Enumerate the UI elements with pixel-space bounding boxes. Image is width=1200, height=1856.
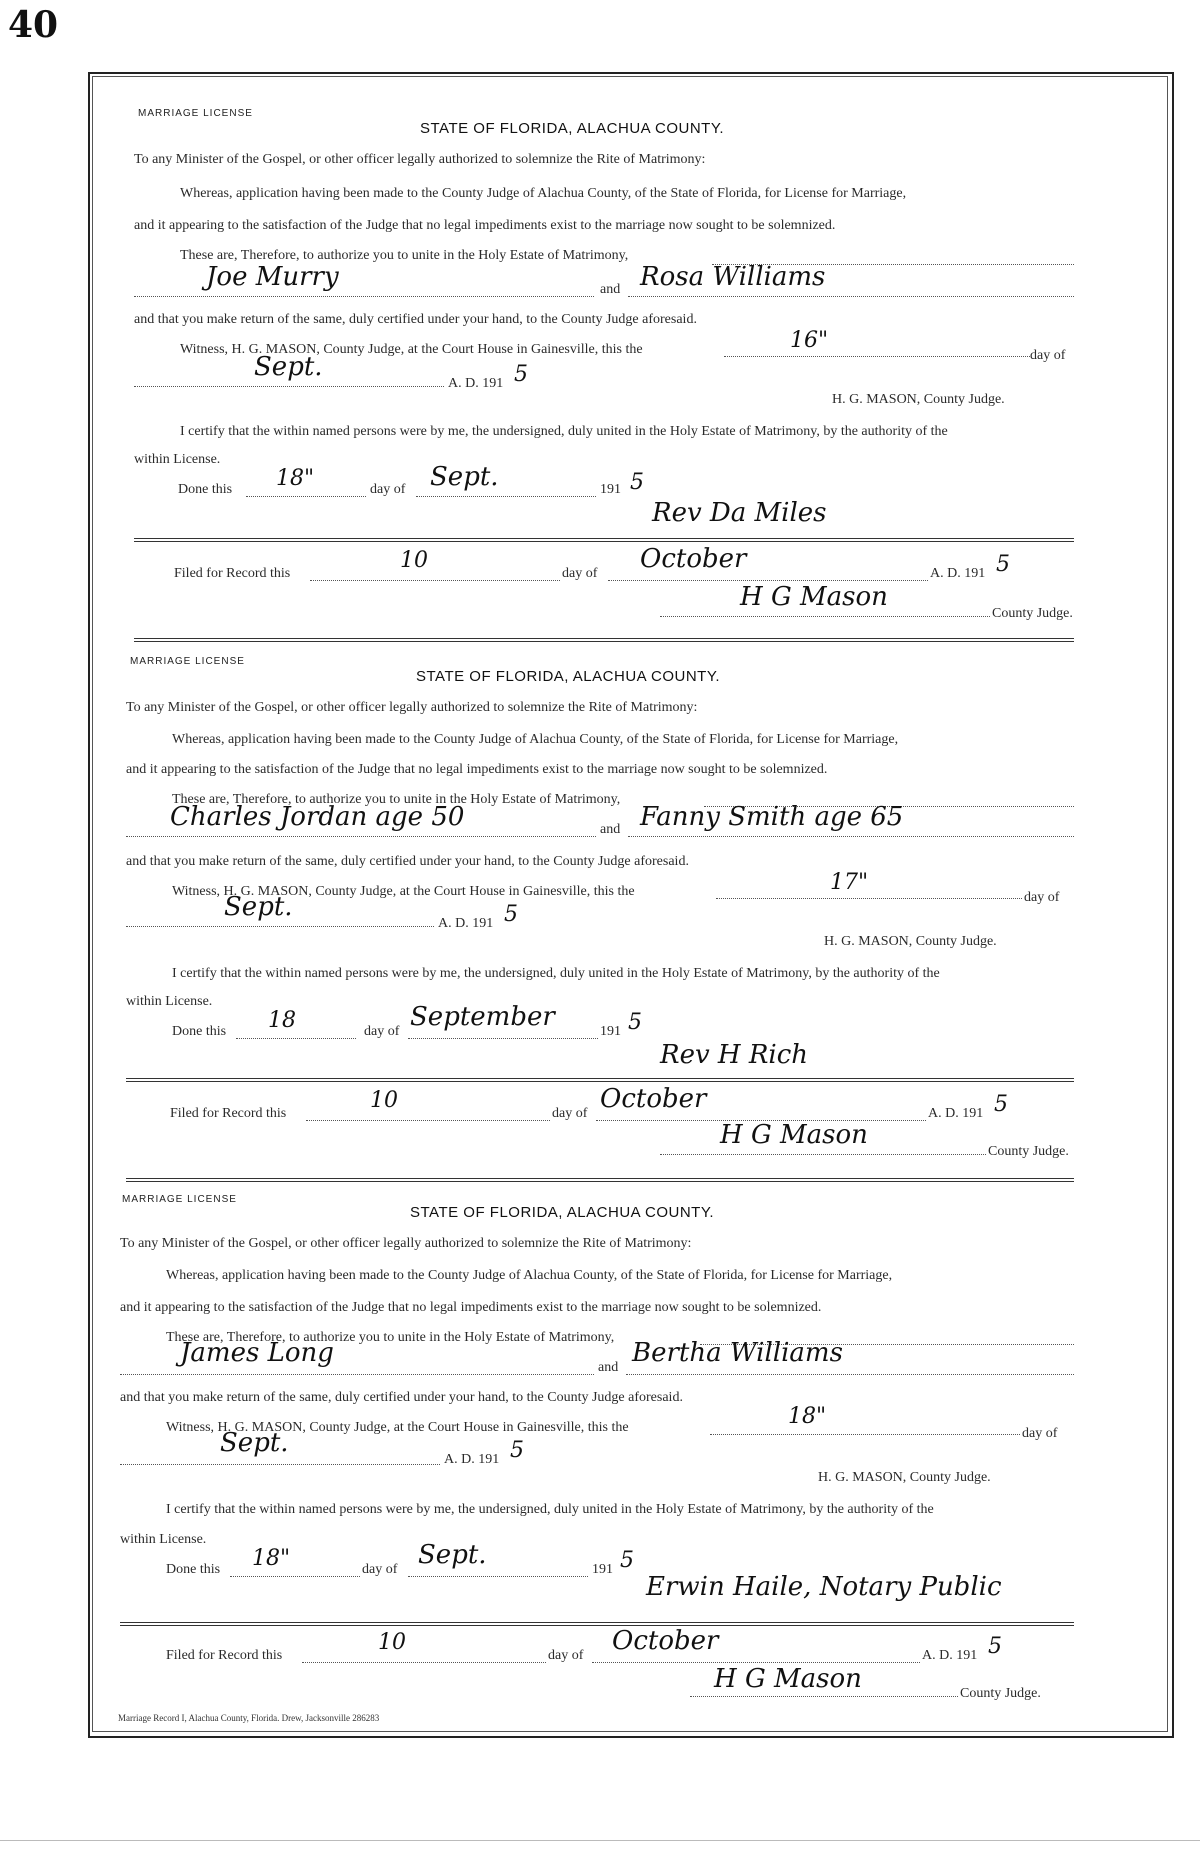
year-label: 191 (600, 1024, 621, 1039)
state-heading: STATE OF FLORIDA, ALACHUA COUNTY. (416, 668, 721, 685)
witness-day: 18" (788, 1404, 827, 1429)
these-are-line: These are, Therefore, to authorize you to unite in the Holy Estate of Matrimony, (166, 1330, 615, 1345)
dotted-line (126, 926, 434, 927)
witness-year: 5 (510, 1438, 524, 1463)
dotted-line (306, 1120, 550, 1121)
dotted-line (230, 1576, 360, 1577)
these-are-line: These are, Therefore, to authorize you to unite in the Holy Estate of Matrimony, (172, 792, 621, 807)
divider-line (120, 1622, 1074, 1626)
whereas-line: Whereas, application having been made to the County Judge of Alachua County, of the State of Florida, for License for Marriage, (180, 186, 907, 201)
filed-month: October (640, 544, 747, 574)
and-word: and (600, 822, 621, 837)
done-this-label: Done this (166, 1562, 221, 1577)
within-license: within License. (134, 452, 221, 467)
done-day: 18" (252, 1546, 291, 1571)
dotted-line (716, 898, 1022, 899)
witness-month: Sept. (224, 892, 293, 922)
dotted-line (724, 356, 1030, 357)
state-heading: STATE OF FLORIDA, ALACHUA COUNTY. (420, 120, 725, 137)
dotted-line (628, 296, 1074, 297)
ad-year-label: A. D. 191 (444, 1452, 500, 1467)
addressee-line: To any Minister of the Gospel, or other officer legally authorized to solemnize the Rite of Matrimony: (126, 700, 698, 715)
judge-line: H. G. MASON, County Judge. (818, 1470, 991, 1485)
done-day: 18" (276, 466, 315, 491)
dotted-line (690, 1696, 958, 1697)
dotted-line (126, 836, 596, 837)
county-judge-label: County Judge. (960, 1686, 1041, 1701)
dotted-line (236, 1038, 356, 1039)
whereas-line: Whereas, application having been made to the County Judge of Alachua County, of the State of Florida, for License for Marriage, (172, 732, 899, 747)
dotted-line (660, 1154, 986, 1155)
bride-name: Rosa Williams (640, 262, 826, 292)
dotted-line (416, 496, 596, 497)
filed-day-of: day of (548, 1648, 584, 1663)
day-of-label: day of (362, 1562, 398, 1577)
addressee-line: To any Minister of the Gospel, or other officer legally authorized to solemnize the Rite of Matrimony: (134, 152, 706, 167)
return-line: and that you make return of the same, duly certified under your hand, to the County Judge aforesaid. (120, 1390, 683, 1405)
day-of-label: day of (370, 482, 406, 497)
certify-line: I certify that the within named persons were by me, the undersigned, duly united in the Holy Estate of Matrimony, by the authority of the (172, 966, 940, 981)
witness-month: Sept. (220, 1428, 289, 1458)
dotted-line (710, 1434, 1020, 1435)
done-month: Sept. (430, 462, 499, 492)
and-word: and (600, 282, 621, 297)
officiant-signature: Rev H Rich (660, 1040, 809, 1070)
dotted-line (302, 1662, 546, 1663)
officiant-signature: Erwin Haile, Notary Public (646, 1572, 1002, 1602)
day-of-word: day of (1022, 1426, 1058, 1441)
witness-line: Witness, H. G. MASON, County Judge, at the Court House in Gainesville, this the (172, 884, 635, 899)
filed-day-of: day of (562, 566, 598, 581)
divider-line (126, 1078, 1074, 1082)
dotted-line (120, 1464, 440, 1465)
section-divider (134, 638, 1074, 642)
footer-printer-note: Marriage Record I, Alachua County, Florida. Drew, Jacksonville 286283 (118, 1713, 380, 1723)
dotted-line (628, 836, 1074, 837)
state-heading: STATE OF FLORIDA, ALACHUA COUNTY. (410, 1204, 715, 1221)
page-number: 40 (8, 4, 59, 46)
dotted-line (608, 580, 928, 581)
filed-day-of: day of (552, 1106, 588, 1121)
year-label: 191 (592, 1562, 613, 1577)
filed-ad-label: A. D. 191 (922, 1648, 978, 1663)
filed-ad-label: A. D. 191 (930, 566, 986, 581)
groom-name: Charles Jordan age 50 (170, 802, 465, 832)
judge-signature: H G Mason (740, 582, 888, 612)
filed-label: Filed for Record this (174, 566, 291, 581)
judge-line: H. G. MASON, County Judge. (832, 392, 1005, 407)
witness-line: Witness, H. G. MASON, County Judge, at the Court House in Gainesville, this the (166, 1420, 629, 1435)
witness-year: 5 (504, 902, 518, 927)
done-month: September (410, 1002, 555, 1032)
license-label: MARRIAGE LICENSE (138, 108, 253, 119)
judge-line: H. G. MASON, County Judge. (824, 934, 997, 949)
groom-name: James Long (180, 1338, 334, 1368)
groom-name: Joe Murry (206, 262, 339, 292)
filed-label: Filed for Record this (166, 1648, 283, 1663)
appearing-line: and it appearing to the satisfaction of the Judge that no legal impediments exist to the marriage now sought to be solemnized. (120, 1300, 822, 1315)
within-license: within License. (126, 994, 213, 1009)
marriage-license-1 (0, 100, 1200, 640)
day-of-word: day of (1030, 348, 1066, 363)
dotted-line (134, 296, 594, 297)
divider-line (134, 538, 1074, 542)
page-edge-line (0, 1840, 1200, 1841)
done-year: 5 (628, 1010, 642, 1035)
dotted-line (246, 496, 366, 497)
license-label: MARRIAGE LICENSE (130, 656, 245, 667)
marriage-license-2 (0, 650, 1200, 1190)
whereas-line: Whereas, application having been made to the County Judge of Alachua County, of the State of Florida, for License for Marriage, (166, 1268, 893, 1283)
done-this-label: Done this (172, 1024, 227, 1039)
filed-year: 5 (996, 552, 1010, 577)
witness-year: 5 (514, 362, 528, 387)
return-line: and that you make return of the same, duly certified under your hand, to the County Judge aforesaid. (126, 854, 689, 869)
dotted-line (120, 1374, 594, 1375)
judge-signature: H G Mason (720, 1120, 868, 1150)
these-are-line: These are, Therefore, to authorize you to unite in the Holy Estate of Matrimony, (180, 248, 629, 263)
done-month: Sept. (418, 1540, 487, 1570)
dotted-line (310, 580, 560, 581)
officiant-signature: Rev Da Miles (652, 498, 827, 528)
done-year: 5 (620, 1548, 634, 1573)
witness-day: 17" (830, 870, 869, 895)
bride-name: Bertha Williams (632, 1338, 843, 1368)
addressee-line: To any Minister of the Gospel, or other officer legally authorized to solemnize the Rite of Matrimony: (120, 1236, 692, 1251)
marriage-license-3 (0, 1188, 1200, 1728)
license-label: MARRIAGE LICENSE (122, 1194, 237, 1205)
filed-year: 5 (988, 1634, 1002, 1659)
done-day: 18 (268, 1008, 296, 1033)
appearing-line: and it appearing to the satisfaction of the Judge that no legal impediments exist to the marriage now sought to be solemnized. (134, 218, 836, 233)
filed-day: 10 (400, 548, 428, 573)
day-of-label: day of (364, 1024, 400, 1039)
filed-month: October (600, 1084, 707, 1114)
judge-signature: H G Mason (714, 1664, 862, 1694)
dotted-line (134, 386, 444, 387)
certify-line: I certify that the within named persons were by me, the undersigned, duly united in the Holy Estate of Matrimony, by the authority of the (180, 424, 948, 439)
filed-day: 10 (370, 1088, 398, 1113)
and-word: and (598, 1360, 619, 1375)
appearing-line: and it appearing to the satisfaction of the Judge that no legal impediments exist to the marriage now sought to be solemnized. (126, 762, 828, 777)
filed-day: 10 (378, 1630, 406, 1655)
day-of-word: day of (1024, 890, 1060, 905)
dotted-line (408, 1038, 598, 1039)
dotted-line (626, 1374, 1074, 1375)
done-this-label: Done this (178, 482, 233, 497)
county-judge-label: County Judge. (992, 606, 1073, 621)
section-divider (126, 1178, 1074, 1182)
within-license: within License. (120, 1532, 207, 1547)
ad-year-label: A. D. 191 (438, 916, 494, 931)
witness-day: 16" (790, 328, 829, 353)
bride-name: Fanny Smith age 65 (640, 802, 904, 832)
dotted-line (408, 1576, 588, 1577)
county-judge-label: County Judge. (988, 1144, 1069, 1159)
dotted-line (592, 1662, 920, 1663)
ad-year-label: A. D. 191 (448, 376, 504, 391)
witness-line: Witness, H. G. MASON, County Judge, at the Court House in Gainesville, this the (180, 342, 643, 357)
year-label: 191 (600, 482, 621, 497)
dotted-line (660, 616, 990, 617)
filed-ad-label: A. D. 191 (928, 1106, 984, 1121)
certify-line: I certify that the within named persons were by me, the undersigned, duly united in the Holy Estate of Matrimony, by the authority of the (166, 1502, 934, 1517)
witness-month: Sept. (254, 352, 323, 382)
done-year: 5 (630, 470, 644, 495)
filed-month: October (612, 1626, 719, 1656)
filed-label: Filed for Record this (170, 1106, 287, 1121)
return-line: and that you make return of the same, duly certified under your hand, to the County Judge aforesaid. (134, 312, 697, 327)
filed-year: 5 (994, 1092, 1008, 1117)
